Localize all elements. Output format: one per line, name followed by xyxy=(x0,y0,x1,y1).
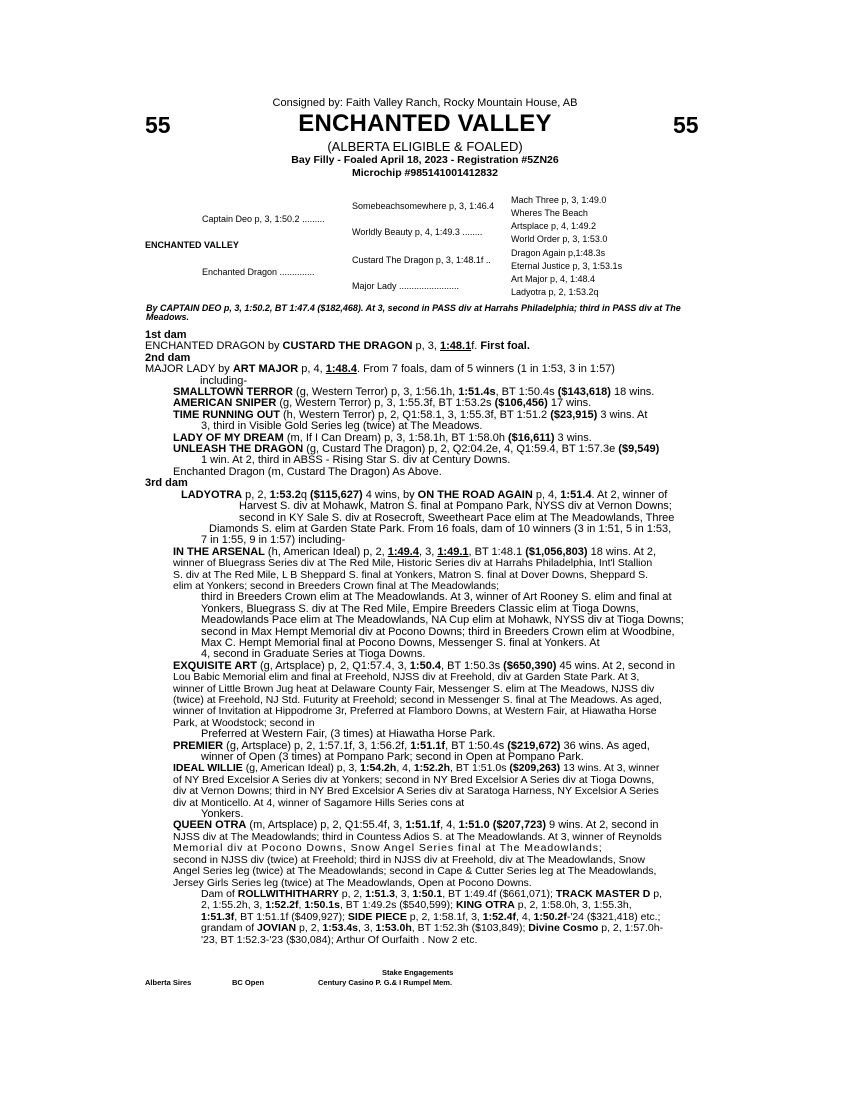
second-dam-heading: 2nd dam xyxy=(145,351,191,364)
third-dam-text-2: Harvest S. div at Mohawk, Matron S. final at Pompano Park, NYSS div at Vernon Downs; xyxy=(239,500,672,513)
produce-american-sniper: AMERICAN SNIPER (g, Western Terror) p, 3, 1:55.3f, BT 1:53.2s ($106,456) 17 wins. xyxy=(173,397,592,410)
produce-in-the-arsenal-2: winner of Bluegrass Series div at The Red Mile, Historic Series div at Harrahs Philadelphia, Int'l Stallion xyxy=(173,557,653,570)
first-dam-text: ENCHANTED DRAGON by CUSTARD THE DRAGON p, 3, 1:48.1f. First foal. xyxy=(145,340,530,353)
sire-byline: By CAPTAIN DEO p, 3, 1:50.2, BT 1:47.4 ($182,468). At 3, second in PASS div at Harrahs Philadelphia; third in PASS div at The Meadows. xyxy=(146,303,681,322)
produce-exquisite-art-5: winner of Invitation at Hippodrome 3r, Preferred at Flamboro Downs, at Western Fair, at Hiawatha Horse xyxy=(173,705,657,718)
produce-time-running-out-cont: 3, third in Visible Gold Series leg (twice) at The Meadows. xyxy=(201,420,483,433)
pedigree-g2: Wheres The Beach xyxy=(511,208,588,218)
first-dam-heading: 1st dam xyxy=(145,329,187,341)
produce-queen-otra-4: second in NJSS div (twice) at Freehold; third in NJSS div at Freehold, div at The Meadowlands, Snow xyxy=(173,853,645,866)
produce-in-the-arsenal-10: 4, second in Graduate Series at Tioga Downs. xyxy=(201,648,426,661)
produce-queen-otra-9: 1:51.3f, BT 1:51.1f ($409,927); SIDE PIECE p, 2, 1:58.1f, 3, 1:52.4f, 4, 1:50.2f-'24 ($321,418) etc.; xyxy=(201,910,661,923)
produce-queen-otra-3: Memorial div at Pocono Downs, Snow Angel Series final at The Meadowlands; xyxy=(173,842,603,855)
produce-queen-otra-5: Angel Series leg (twice) at The Meadowlands; second in Cape & Cutter Series leg at The Meadowlands, xyxy=(173,865,657,878)
microchip: Microchip #985141001412832 xyxy=(352,167,498,179)
produce-in-the-arsenal: IN THE ARSENAL (h, American Ideal) p, 2, 1:49.4, 3, 1:49.1, BT 1:48.1 ($1,056,803) 18 wins. At 2, xyxy=(173,545,657,558)
produce-ideal-willie-5: Yonkers. xyxy=(201,808,244,821)
produce-unleash-the-dragon: UNLEASH THE DRAGON (g, Custard The Dragon) p, 2, Q2:04.2e, 4, Q1:59.4, BT 1:57.3e ($9,549) xyxy=(173,443,660,456)
produce-exquisite-art-2: Lou Babic Memorial elim and final at Freehold, NJSS div at Freehold, div at Garden State Park. At 3, xyxy=(173,671,640,684)
produce-in-the-arsenal-9: Max C. Hempt Memorial final at Pocono Downs, Messenger S. final at Yonkers. At xyxy=(201,636,600,649)
produce-in-the-arsenal-5: third in Breeders Crown elim at The Meadowlands. At 3, winner of Art Rooney S. elim and final at xyxy=(201,591,672,604)
produce-ideal-willie-3: div at Vernon Downs; third in NY Bred Excelsior A Series div at Saratoga Harness, NY Excelsior A Series xyxy=(173,785,659,798)
pedigree-g3: Artsplace p, 4, 1:49.2 xyxy=(511,221,597,231)
produce-smalltown-terror: SMALLTOWN TERROR (g, Western Terror) p, 3, 1:56.1h, 1:51.4s, BT 1:50.4s ($143,618) 18 wins. xyxy=(173,386,655,399)
produce-queen-otra-8: 2, 1:55.2h, 3, 1:52.2f, 1:50.1s, BT 1:49.2s ($540,599); KING OTRA p, 2, 1:58.0h, 3, 1:55.3h, xyxy=(201,899,632,912)
third-dam-heading: 3rd dam xyxy=(145,477,188,490)
pedigree-horse: ENCHANTED VALLEY xyxy=(145,240,239,250)
produce-exquisite-art: EXQUISITE ART (g, Artsplace) p, 2, Q1:57.4, 3, 1:50.4, BT 1:50.3s ($650,390) 45 wins. At 2, second in xyxy=(173,659,676,672)
consigned-by: Consigned by: Faith Valley Ranch, Rocky Mountain House, AB xyxy=(272,97,578,109)
produce-enchanted-dragon: Enchanted Dragon (m, Custard The Dragon) As Above. xyxy=(173,465,442,478)
pedigree-g7: Art Major p, 4, 1:48.4 xyxy=(511,274,596,284)
third-dam-text-3: second in KY Sale S. div at Rosecroft, Sweetheart Pace elim at The Meadowlands, Three xyxy=(239,511,675,524)
produce-queen-otra: QUEEN OTRA (m, Artsplace) p, 2, Q1:55.4f, 3, 1:51.1f, 4, 1:51.0 ($207,723) 9 wins. At 2, second in xyxy=(173,819,659,832)
produce-exquisite-art-4: (twice) at Freehold, NJ Std. Futurity at Freehold; second in Messenger S. final at The Meadows. As aged, xyxy=(173,694,662,706)
including-label: including- xyxy=(200,374,248,387)
produce-queen-otra-11: '23, BT 1:52.3-'23 ($30,084); Arthur Of Ourfaith . Now 2 etc. xyxy=(201,933,478,946)
produce-premier: PREMIER (g, Artsplace) p, 2, 1:57.1f, 3, 1:56.2f, 1:51.1f, BT 1:50.4s ($219,672) 36 wins. As aged, xyxy=(173,739,650,752)
produce-lady-of-my-dream: LADY OF MY DREAM (m, If I Can Dream) p, 3, 1:58.1h, BT 1:58.0h ($16,611) 3 wins. xyxy=(173,431,592,444)
produce-in-the-arsenal-4: elim at Yonkers; second in Breeders Crown final at The Meadowlands; xyxy=(173,579,500,592)
hip-number-left: 55 xyxy=(145,112,171,138)
pedigree-g4: World Order p, 3, 1:53.0 xyxy=(511,234,608,244)
produce-time-running-out: TIME RUNNING OUT (h, Western Terror) p, 2, Q1:58.1, 3, 1:55.3f, BT 1:51.2 ($23,915) 3 wins. At xyxy=(173,408,648,421)
produce-ideal-willie-2: of NY Bred Excelsior A Series div at Yonkers; second in NY Bred Excelsior A Series div at Tioga Downs, xyxy=(173,773,655,786)
hip-number-right: 55 xyxy=(673,112,699,138)
stake-century-casino: Century Casino P. G.& I Rumpel Mem. xyxy=(318,978,453,987)
pedigree-dam: Enchanted Dragon .............. xyxy=(202,267,315,277)
produce-in-the-arsenal-8: second in Max Hempt Memorial div at Pocono Downs; third in Breeders Crown elim at Woodbine, xyxy=(201,625,675,638)
eligibility: (ALBERTA ELIGIBLE & FOALED) xyxy=(327,139,523,154)
produce-ideal-willie-4: div at Monticello. At 4, winner of Sagamore Hills Series cons at xyxy=(173,796,465,809)
pedigree-g1: Mach Three p, 3, 1:49.0 xyxy=(511,195,607,205)
stake-bc-open: BC Open xyxy=(232,978,265,987)
third-dam-text-4: Diamonds S. elim at Garden State Park. From 16 foals, dam of 10 winners (3 in 1:51, 5 in 1:53, xyxy=(209,522,672,535)
produce-exquisite-art-6: Park, at Woodstock; second in xyxy=(173,716,315,729)
stake-engagements-heading: Stake Engagements xyxy=(382,968,454,977)
produce-premier-2: winner of Open (3 times) at Pompano Park; second in Open at Pompano Park. xyxy=(201,751,584,764)
produce-queen-otra-6: Jersey Girls Series leg (twice) at The Meadowlands, Open at Pocono Downs. xyxy=(173,876,532,889)
produce-in-the-arsenal-6: Yonkers, Bluegrass S. div at The Red Mile, Empire Breeders Classic elim at Tioga Downs, xyxy=(201,602,639,615)
third-dam-text-5: 7 in 1:55, 9 in 1:57) including- xyxy=(201,534,346,547)
pedigree-sire-dam: Worldly Beauty p, 4, 1:49.3 ........ xyxy=(352,227,483,237)
pedigree-g5: Dragon Again p,1:48.3s xyxy=(511,248,606,258)
produce-queen-otra-7: Dam of ROLLWITHITHARRY p, 2, 1:51.3, 3, 1:50.1, BT 1:49.4f ($661,071); TRACK MASTER D p, xyxy=(201,887,663,900)
produce-in-the-arsenal-3: S. div at The Red Mile, L B Sheppard S. final at Yonkers, Matron S. final at Dover Downs, Sheppard S. xyxy=(173,568,649,581)
second-dam-text: MAJOR LADY by ART MAJOR p, 4, 1:48.4. From 7 foals, dam of 5 winners (1 in 1:53, 3 in 1:57) xyxy=(145,363,615,376)
pedigree-g6: Eternal Justice p, 3, 1:53.1s xyxy=(511,261,623,271)
third-dam-text: LADYOTRA p, 2, 1:53.2q ($115,627) 4 wins, by ON THE ROAD AGAIN p, 4, 1:51.4. At 2, winner of xyxy=(181,488,668,501)
produce-in-the-arsenal-7: Meadowlands Pace elim at The Meadowlands, NA Cup elim at Mohawk, NYSS div at Tioga Downs; xyxy=(201,614,684,627)
pedigree-sire: Captain Deo p, 3, 1:50.2 ......... xyxy=(202,214,325,224)
pedigree-sire-sire: Somebeachsomewhere p, 3, 1:46.4 xyxy=(352,201,495,211)
horse-name: ENCHANTED VALLEY xyxy=(298,110,552,137)
produce-exquisite-art-3: winner of Little Brown Jug heat at Delaware County Fair, Messenger S. elim at The Meadows, NJSS div xyxy=(173,682,655,695)
produce-unleash-the-dragon-cont: 1 win. At 2, third in ABSS - Rising Star S. div at Century Downs. xyxy=(201,454,511,467)
pedigree-g8: Ladyotra p, 2, 1:53.2q xyxy=(511,287,599,297)
pedigree-dam-dam: Major Lady ........................ xyxy=(352,281,460,291)
horse-description: Bay Filly - Foaled April 18, 2023 - Registration #5ZN26 xyxy=(291,154,559,166)
catalog-body xyxy=(145,330,710,946)
produce-queen-otra-10: grandam of JOVIAN p, 2, 1:53.4s, 3, 1:53.0h, BT 1:52.3h ($103,849); Divine Cosmo p, 2, 1:57.0h- xyxy=(201,922,664,935)
produce-exquisite-art-7: Preferred at Western Fair, (3 times) at Hiawatha Horse Park. xyxy=(201,728,496,741)
stake-alberta-sires: Alberta Sires xyxy=(145,978,192,987)
produce-queen-otra-2: NJSS div at The Meadowlands; third in Countess Adios S. at The Meadowlands. At 3, winner of Reynolds xyxy=(173,830,662,843)
produce-ideal-willie: IDEAL WILLIE (g, American Ideal) p, 3, 1:54.2h, 4, 1:52.2h, BT 1:51.0s ($209,263) 13 wins. At 3, winner xyxy=(173,762,660,775)
pedigree-dam-sire: Custard The Dragon p, 3, 1:48.1f .. xyxy=(352,255,491,265)
